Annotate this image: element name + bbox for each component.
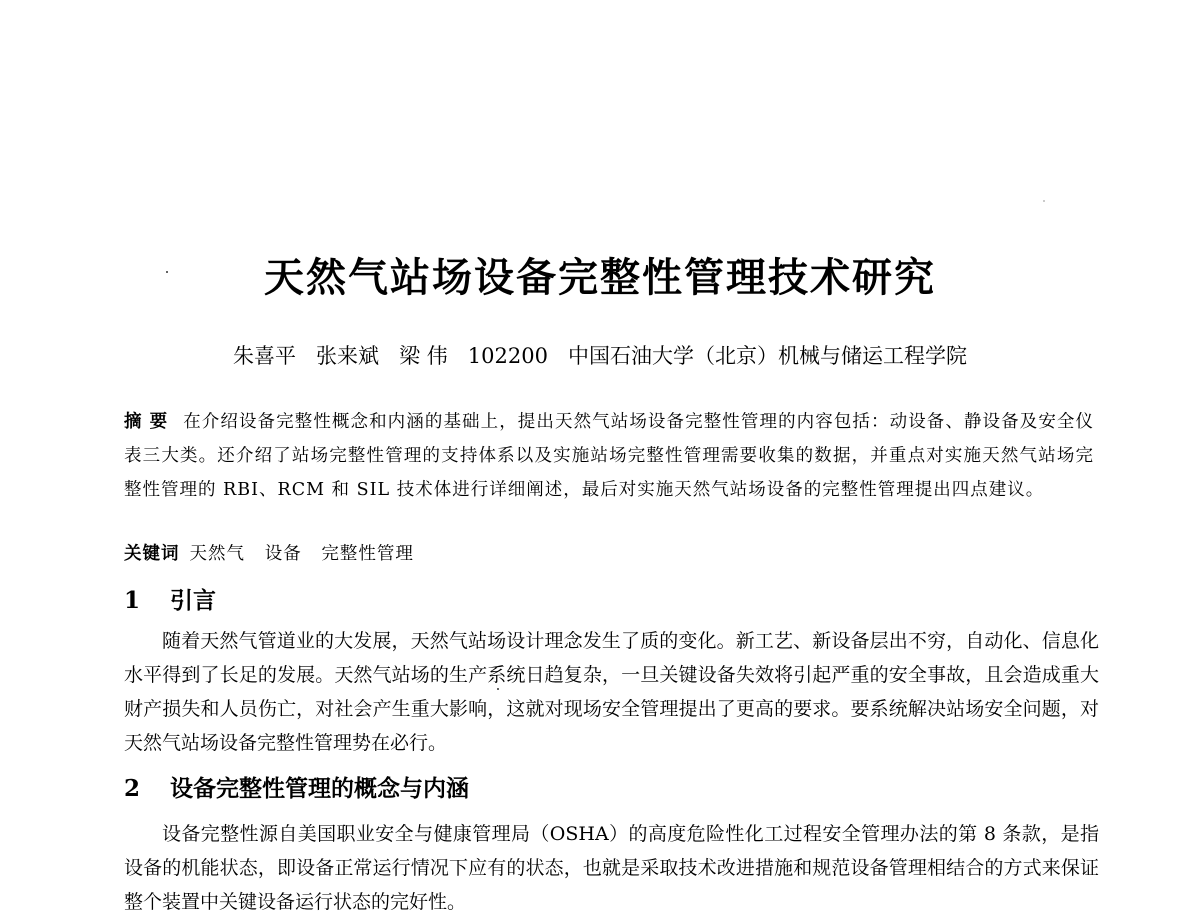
section-1-heading bbox=[124, 584, 216, 618]
abstract-label: 摘要 bbox=[124, 412, 176, 432]
section-1-paragraph: 随着天然气管道业的大发展，天然气站场设计理念发生了质的变化。新工艺、新设备层出不穷，自动化、信息化水平得到了长足的发展。天然气站场的生产系统日趋复杂，一旦关键设备失效将引起严重的安全事故，且会造成重大财产损失和人员伤亡，对社会产生重大影响，这就对现场安全管理提出了更高的要求。要系统解决站场安全问题，对天然气站场设备完整性管理势在必行。 bbox=[124, 630, 1099, 754]
scan-speck bbox=[497, 688, 499, 690]
section-2-heading bbox=[124, 772, 469, 806]
paper-title: 天然气站场设备完整性管理技术研究 bbox=[264, 254, 936, 301]
keywords bbox=[124, 540, 1094, 568]
keywords-label: 关键词 bbox=[124, 544, 180, 564]
scan-speck bbox=[166, 271, 168, 273]
section-1-number: 1 bbox=[124, 587, 141, 614]
section-2-paragraph: 设备完整性源自美国职业安全与健康管理局（OSHA）的高度危险性化工过程安全管理办法的第 8 条款，是指设备的机能状态，即设备正常运行情况下应有的状态，也就是采取技术改进措施和规范设备管理相结合的方式来保证整个装置中关键设备运行状态的完好性。 bbox=[124, 823, 1099, 913]
section-2-title: 设备完整性管理的概念与内涵 bbox=[170, 775, 469, 802]
abstract-text: 在介绍设备完整性概念和内涵的基础上，提出天然气站场设备完整性管理的内容包括：动设备、静设备及安全仪表三大类。还介绍了站场完整性管理的支持体系以及实施站场完整性管理需要收集的数据，并重点对实施天然气站场完整性管理的 RBI、RCM 和 SIL 技术体进行详细阐述，最后对实施天然气站场设备的完整性管理提出四点建议。 bbox=[124, 412, 1095, 500]
section-1-title: 引言 bbox=[170, 587, 216, 614]
keywords-text: 天然气 设备 完整性管理 bbox=[189, 544, 414, 564]
abstract bbox=[124, 405, 1094, 507]
section-2-number: 2 bbox=[124, 775, 141, 802]
scan-speck bbox=[1043, 200, 1045, 202]
author-affiliation-line: 朱喜平 张来斌 梁 伟 102200 中国石油大学（北京）机械与储运工程学院 bbox=[233, 344, 967, 368]
